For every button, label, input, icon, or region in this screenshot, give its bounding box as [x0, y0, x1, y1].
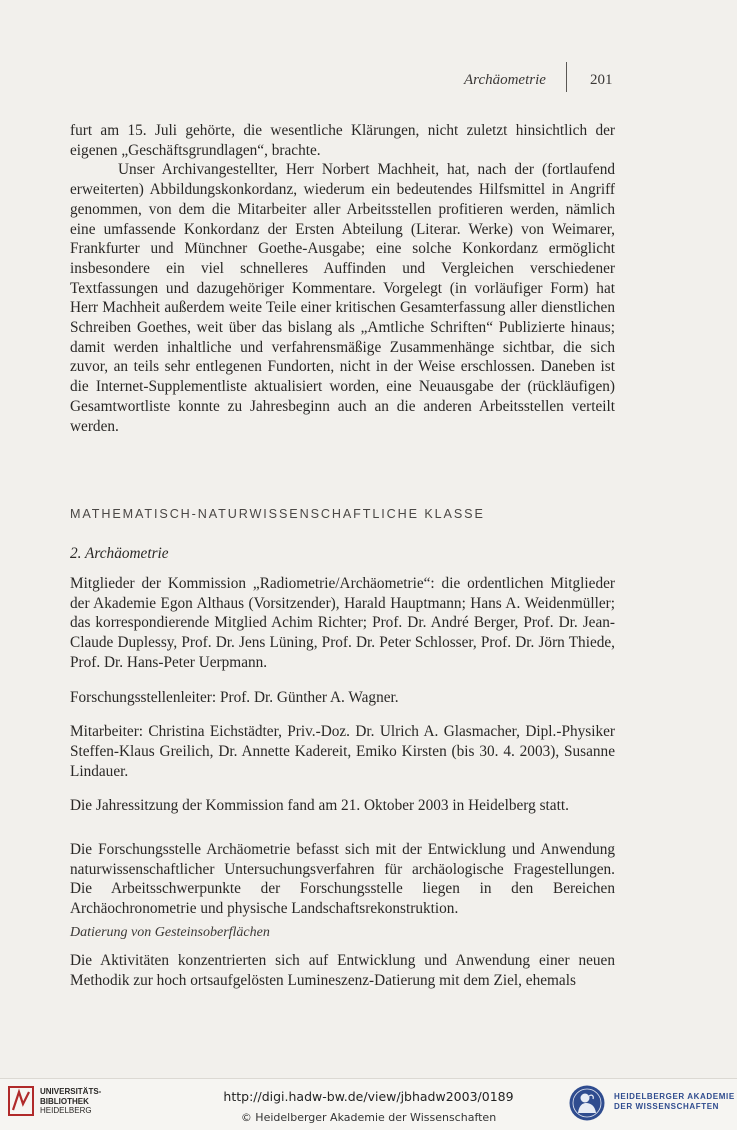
- digitization-footer: [0, 1078, 737, 1130]
- running-head-title: Archäometrie: [464, 72, 546, 88]
- sub-heading: 2. Archäometrie: [70, 545, 169, 562]
- ub-name-line: BIBLIOTHEK: [40, 1096, 89, 1106]
- academy-name-line: DER WISSENSCHAFTEN: [614, 1102, 720, 1111]
- leader-paragraph: Forschungsstellenleiter: Prof. Dr. Günther A. Wagner.: [70, 688, 399, 706]
- academy-name: [614, 1092, 735, 1112]
- paragraph: Unser Archivangestellter, Herr Norbert Machheit, hat, nach der (fortlaufend erweiterten) Abbildungskonkordanz, wiederum ein bedeutendes Hilfsmittel in Angriff genommen, von dem die Mitarbeiter aller Arbeitsstellen profitieren werden, nämlich eine umfassende Konkordanz der Ersten Abteilung (Literar. Werke) von Weimarer, Frankfurter und Münchner Goethe-Ausgabe; eine solche Konkordanz ermöglicht insbesondere ein viel schnelleres Auffinden und Vergleichen verschiedener Textfassungen und dazugehöriger Kommentare. Vorgelegt (in vorläufiger Form) hat Herr Machheit außerdem weite Teile einer kritischen Gesamterfassung aller dienstlichen Schreiben Goethes, weit über das bislang als „Amtliche Schriften“ Publizierte hinaus; damit werden inhaltliche und verfahrensmäßige Zusammenhänge sichtbar, die sich zuvor, an teils sehr entlegenen Fundorten, nicht in der Weise erschlossen. Daneben ist die Internet-Supplementliste aktualisiert worden, eine Neuausgabe der (rückläufigen) Gesamtwortliste konnte zu Jahresbeginn auch an die anderen Arbeitsstellen verteilt werden.: [70, 161, 615, 435]
- running-head-divider: [566, 62, 567, 92]
- running-head: [440, 70, 620, 94]
- ub-name-line: HEIDELBERG: [40, 1106, 92, 1115]
- body-text-end: [70, 951, 615, 990]
- ub-name-line: UNIVERSITÄTS-: [40, 1087, 102, 1096]
- paragraph: Die Aktivitäten konzentrierten sich auf Entwicklung und Anwendung einer neuen Methodik zur hoch ortsaufgelösten Lumineszenz-Datierung mit dem Ziel, ehemals: [70, 952, 615, 989]
- academy-seal-logo-icon: [568, 1084, 606, 1122]
- section-heading: MATHEMATISCH-NATURWISSENSCHAFTLICHE KLASSE: [70, 507, 485, 521]
- italic-subheading: Datierung von Gesteinsoberflächen: [70, 925, 270, 940]
- staff-paragraph: Mitarbeiter: Christina Eichstädter, Priv.-Doz. Dr. Ulrich A. Glasmacher, Dipl.-Physiker Steffen-Klaus Greilich, Dr. Annette Kadereit, Emiko Kirsten (bis 30. 4. 2003), Susanne Lindauer.: [70, 723, 615, 780]
- commission-info: [70, 574, 615, 919]
- body-text-continuation: [70, 121, 615, 436]
- permalink-url[interactable]: http://digi.hadw-bw.de/view/jbhadw2003/0189: [223, 1089, 514, 1104]
- meeting-paragraph: Die Jahressitzung der Kommission fand am 21. Oktober 2003 in Heidelberg statt.: [70, 797, 569, 815]
- paragraph: furt am 15. Juli gehörte, die wesentliche Klärungen, nicht zuletzt hinsichtlich der eigenen „Geschäftsgrundlagen“, brachte.: [70, 122, 615, 159]
- academy-name-line: HEIDELBERGER AKADEMIE: [614, 1092, 735, 1101]
- page-number: 201: [590, 72, 613, 88]
- description-paragraph: Die Forschungsstelle Archäometrie befasst sich mit der Entwicklung und Anwendung naturwissenschaftlicher Untersuchungsverfahren für archäologische Fragestellungen. Die Arbeitsschwerpunkte der Forschungsstelle liegen in den Bereichen Archäochronometrie und physische Landschaftsrekonstruktion.: [70, 841, 615, 918]
- members-paragraph: Mitglieder der Kommission „Radiometrie/Archäometrie“: die ordentlichen Mitglieder der Akademie Egon Althaus (Vorsitzender), Harald Hauptmann; Hans A. Weidenmüller; das korrespondierende Mitglied Achim Richter; Prof. Dr. André Berger, Prof. Dr. Jean-Claude Duplessy, Prof. Dr. Jens Lüning, Prof. Dr. Peter Schlosser, Prof. Dr. Jörn Thiede, Prof. Dr. Hans-Peter Uerpmann.: [70, 575, 615, 671]
- copyright-notice: © Heidelberger Akademie der Wissenschaften: [240, 1111, 497, 1124]
